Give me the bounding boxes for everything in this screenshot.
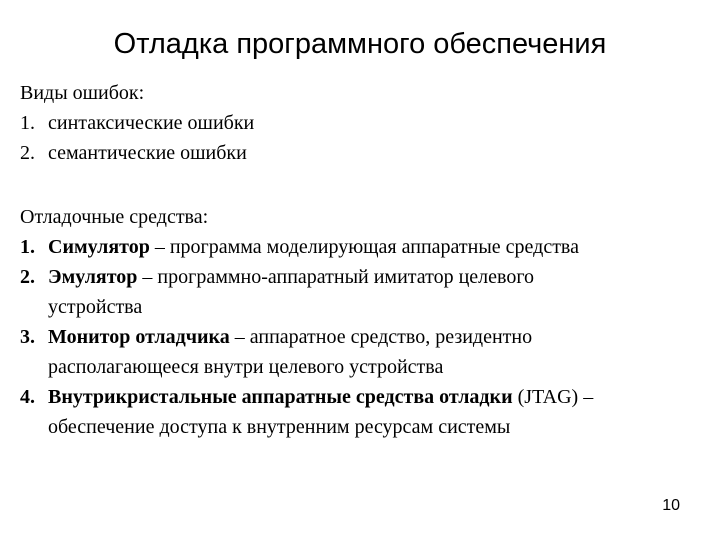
list-number: 4. (20, 386, 35, 408)
list-number: 2. (20, 266, 35, 288)
slide-number: 10 (662, 497, 680, 514)
list-number: 1. (20, 112, 35, 134)
list-number: 2. (20, 142, 35, 164)
error-types-list (20, 108, 620, 168)
tool-term: Монитор отладчика (48, 326, 230, 348)
error-type-item (20, 108, 620, 138)
debug-tool-item (20, 322, 620, 382)
debug-tool-item (20, 262, 620, 322)
error-type-text: семантические ошибки (48, 142, 247, 164)
error-type-item (20, 138, 620, 168)
list-number: 3. (20, 326, 35, 348)
tool-term: Симулятор (48, 236, 150, 258)
tool-description: – программа моделирующая аппаратные средства (149, 236, 579, 258)
debug-tools-list (20, 232, 620, 442)
debug-tools-section (20, 202, 620, 442)
error-type-text: синтаксические ошибки (48, 112, 255, 134)
slide-title: Отладка программного обеспечения (113, 28, 607, 60)
list-number: 1. (20, 236, 35, 258)
debug-tools-heading: Отладочные средства: (20, 206, 209, 228)
tool-description: – аппаратное средство, резидентно располагающееся внутри целевого устройства (48, 326, 533, 378)
tool-description: – программно-аппаратный имитатор целевого устройства (48, 266, 535, 318)
tool-term: Эмулятор (48, 266, 138, 288)
error-types-section (20, 78, 620, 168)
tool-description: (JTAG) – обеспечение доступа к внутренним ресурсам системы (48, 386, 594, 438)
debug-tool-item (20, 232, 620, 262)
debug-tool-item (20, 382, 620, 442)
tool-term: Внутрикристальные аппаратные средства отладки (48, 386, 513, 408)
error-types-heading: Виды ошибок: (20, 82, 145, 104)
